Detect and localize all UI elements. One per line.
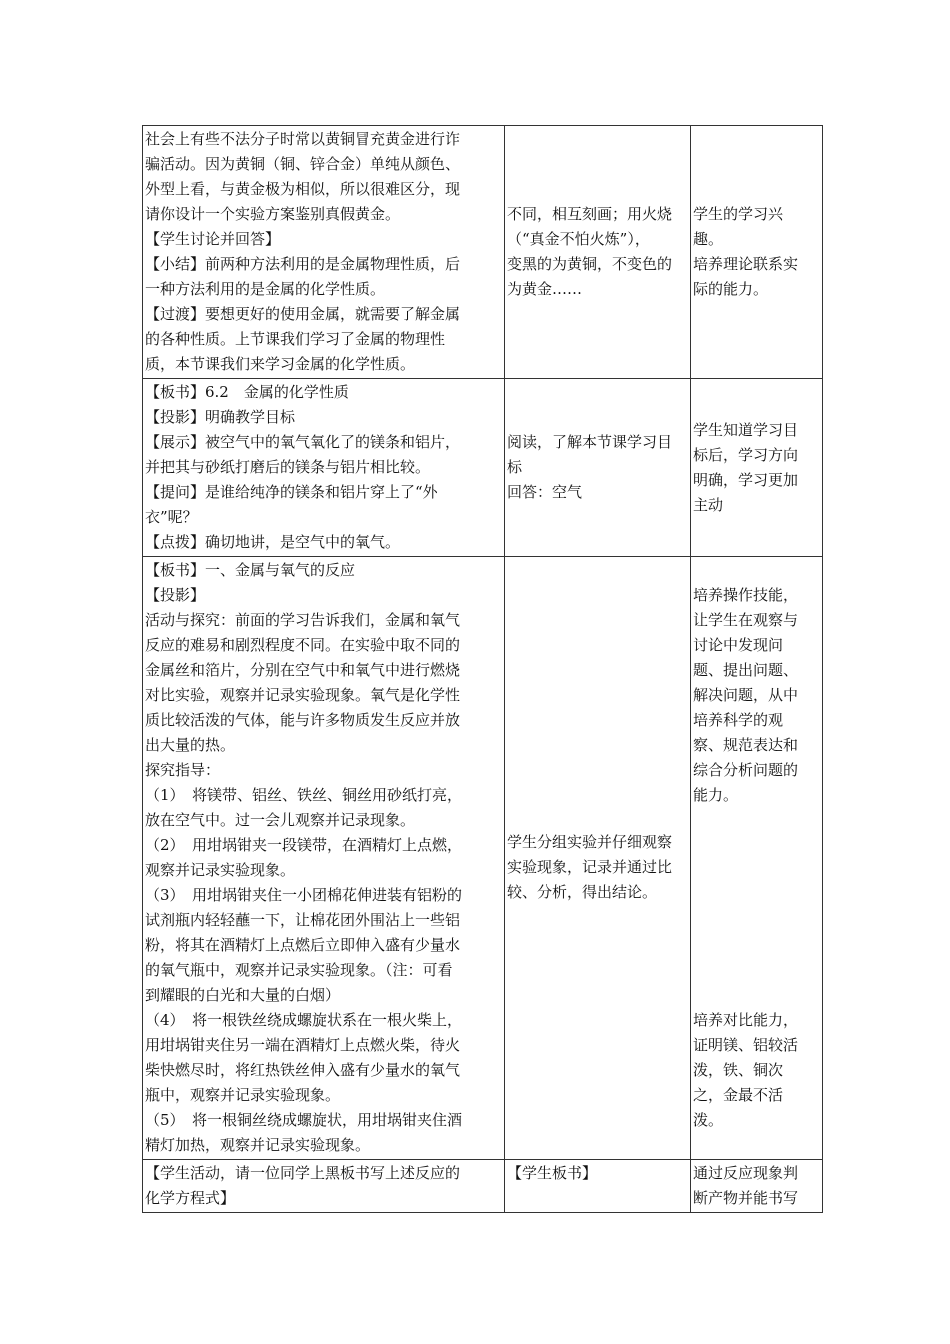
student-activity-cell (505, 379, 691, 557)
text-line: 回答：空气 (507, 483, 583, 501)
spacer (693, 833, 820, 858)
text-line: 质比较活泼的气体，能与许多物质发生反应并放 (145, 711, 461, 729)
text-line: 学生的学习兴 (693, 205, 784, 223)
student-activity-cell (505, 557, 691, 1160)
text-line: 泼，铁、铜次 (693, 1061, 784, 1079)
text-line: 变黑的为黄铜，不变色的 (507, 255, 673, 273)
text-line: 放在空气中。过一会儿观察并记录现象。 (145, 811, 416, 829)
spacer (693, 883, 820, 908)
design-intent-cell (691, 126, 823, 379)
text-line: 为黄金…… (507, 280, 583, 298)
text-line: 试剂瓶内轻轻蘸一下，让棉花团外围沾上一些铝 (145, 911, 461, 929)
text-line: 的氧气瓶中，观察并记录实验现象。（注：可看 (145, 961, 453, 979)
text-line: 综合分析问题的 (693, 761, 799, 779)
text-line: 【学生活动，请一位同学上黑板书写上述反应的 (145, 1164, 461, 1182)
text-line: 让学生在观察与 (693, 611, 799, 629)
text-line: 【投影】 (145, 586, 206, 604)
teacher-activity-cell (143, 557, 505, 1160)
spacer (693, 858, 820, 883)
text-line: 并把其与砂纸打磨后的镁条与铝片相比较。 (145, 458, 431, 476)
text-line: 一种方法利用的是金属的化学性质。 (145, 280, 386, 298)
text-line: 较、分析，得出结论。 (507, 883, 658, 901)
text-line: 化学方程式】 (145, 1189, 236, 1207)
text-line: （1） 将镁带、铝丝、铁丝、铜丝用砂纸打亮， (145, 786, 463, 804)
design-intent-cell (691, 379, 823, 557)
text-line: 解决问题，从中 (693, 686, 799, 704)
text-line: 观察并记录实验现象。 (145, 861, 296, 879)
lesson-plan-table (142, 125, 823, 1213)
text-line: 趣。 (693, 230, 724, 248)
text-line: 讨论中发现问 (693, 636, 784, 654)
text-line: （5） 将一根铜丝绕成螺旋状，用坩埚钳夹住酒 (145, 1111, 463, 1129)
text-line: 察、规范表达和 (693, 736, 799, 754)
table-row (143, 126, 823, 379)
spacer (693, 808, 820, 833)
text-line: （4） 将一根铁丝绕成螺旋状系在一根火柴上， (145, 1011, 463, 1029)
student-activity-cell (505, 126, 691, 379)
text-line: 实验现象，记录并通过比 (507, 858, 673, 876)
teacher-activity-cell (143, 379, 505, 557)
text-line: 【展示】被空气中的氧气氧化了的镁条和铝片， (145, 433, 461, 451)
text-line: 能力。 (693, 786, 739, 804)
text-line: 质，本节课我们来学习金属的化学性质。 (145, 355, 416, 373)
text-line: 到耀眼的白光和大量的白烟） (145, 986, 341, 1004)
design-intent-cell (691, 1160, 823, 1213)
text-line: 学生知道学习目 (693, 420, 799, 439)
table-row (143, 1160, 823, 1213)
text-line: 骗活动。因为黄铜（铜、锌合金）单纯从颜色、 (145, 155, 461, 173)
spacer (693, 958, 820, 983)
text-line: 际的能力。 (693, 280, 769, 298)
text-line: （“真金不怕火炼”）， (507, 230, 650, 248)
text-line: （3） 用坩埚钳夹住一小团棉花伸进装有铝粉的 (145, 886, 463, 904)
text-line: 外型上看，与黄金极为相似，所以很难区分，现 (145, 180, 461, 198)
text-line: 泼。 (693, 1111, 724, 1129)
text-line: 出大量的热。 (145, 736, 236, 754)
text-line: 衣”呢？ (145, 508, 198, 526)
spacer (693, 908, 820, 933)
text-line: 社会上有些不法分子时常以黄铜冒充黄金进行诈 (145, 130, 461, 148)
text-line: 【学生板书】 (507, 1164, 598, 1182)
text-line: 标 (507, 458, 523, 476)
design-intent-cell (691, 557, 823, 1160)
text-line: 【点拨】确切地讲，是空气中的氧气。 (145, 533, 401, 551)
text-line: 请你设计一个实验方案鉴别真假黄金。 (145, 205, 401, 223)
text-line: 不同，相互刻画；用火烧 (507, 205, 673, 223)
text-line: 粉，将其在酒精灯上点燃后立即伸入盛有少量水 (145, 936, 461, 954)
text-line: 阅读，了解本节课学习目 (507, 433, 673, 451)
text-line: 【投影】明确教学目标 (145, 408, 296, 426)
text-line: （2） 用坩埚钳夹一段镁带，在酒精灯上点燃， (145, 836, 463, 854)
text-line: 活动与探究：前面的学习告诉我们，金属和氧气 (145, 611, 461, 629)
text-line: 标后，学习方向 (693, 445, 799, 464)
text-line: 断产物并能书写 (693, 1189, 799, 1207)
text-line: 金属丝和箔片，分别在空气中和氧气中进行燃烧 (145, 661, 461, 679)
spacer (693, 983, 820, 1008)
text-line: 培养对比能力， (693, 1011, 799, 1029)
text-line: 主动 (693, 495, 724, 514)
text-line: 【学生讨论并回答】 (145, 230, 281, 248)
student-activity-cell (505, 1160, 691, 1213)
text-line: 用坩埚钳夹住另一端在酒精灯上点燃火柴，待火 (145, 1036, 461, 1054)
text-line: 培养理论联系实 (693, 255, 799, 273)
text-line: 精灯加热，观察并记录实验现象。 (145, 1136, 371, 1154)
text-line: 探究指导： (145, 761, 221, 779)
text-line: 题、提出问题、 (693, 661, 799, 679)
text-line: 学生分组实验并仔细观察 (507, 833, 673, 851)
text-line: 【提问】是谁给纯净的镁条和铝片穿上了“外 (145, 483, 438, 501)
text-line: 通过反应现象判 (693, 1164, 799, 1182)
text-line: 柴快燃尽时，将红热铁丝伸入盛有少量水的氧气 (145, 1061, 461, 1079)
text-line: 瓶中，观察并记录实验现象。 (145, 1086, 341, 1104)
text-line: 培养科学的观 (693, 711, 784, 729)
table-row (143, 557, 823, 1160)
text-line: 【小结】前两种方法利用的是金属物理性质，后 (145, 255, 461, 273)
text-line: 培养操作技能， (693, 586, 799, 604)
text-line: 【板书】6.2 金属的化学性质 (145, 383, 349, 401)
text-line: 明确，学习更加 (693, 470, 799, 489)
spacer (693, 933, 820, 958)
text-line: 证明镁、铝较活 (693, 1036, 799, 1054)
text-line: 反应的难易和剧烈程度不同。在实验中取不同的 (145, 636, 461, 654)
teacher-activity-cell (143, 1160, 505, 1213)
teacher-activity-cell (143, 126, 505, 379)
text-line: 对比实验，观察并记录实验现象。氧气是化学性 (145, 686, 461, 704)
text-line: 【过渡】要想更好的使用金属，就需要了解金属 (145, 305, 461, 323)
text-line: 之，金最不活 (693, 1086, 784, 1104)
text-line: 的各种性质。上节课我们学习了金属的物理性 (145, 330, 446, 348)
text-line: 【板书】一、金属与氧气的反应 (145, 561, 356, 579)
table-row (143, 379, 823, 557)
